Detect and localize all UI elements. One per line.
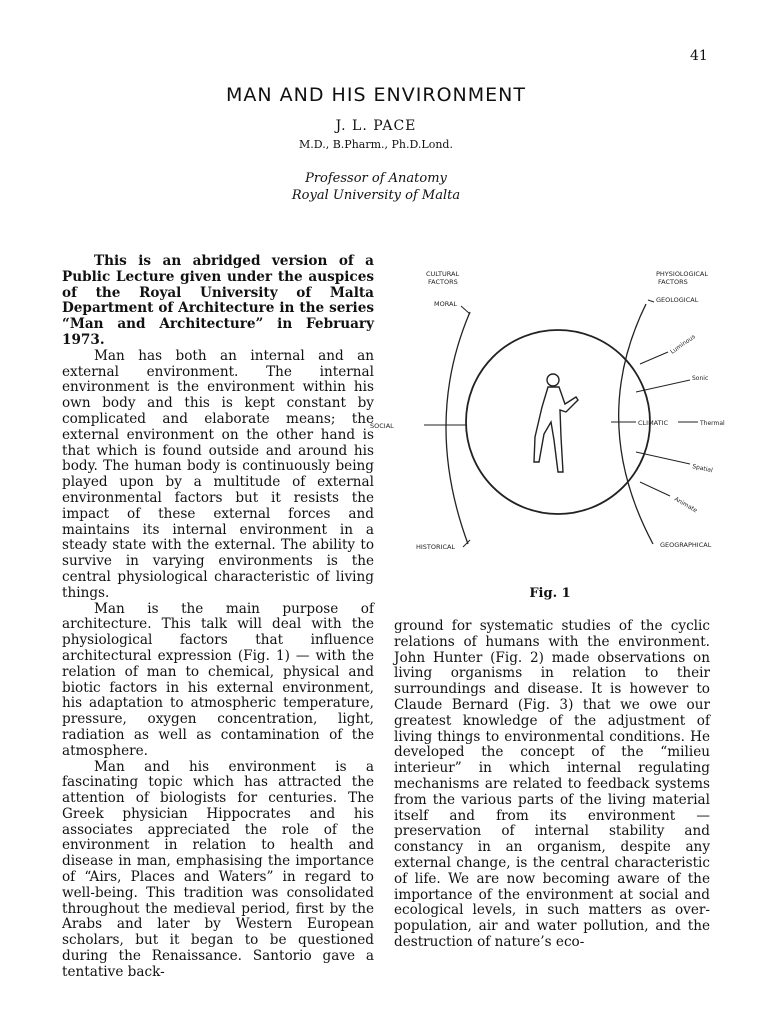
body-paragraph: Man has both an internal and an external environment. The internal environment is the environment within his own body and this is kept constant by complicated and elaborate means; the external environment on the other hand is that which is found outside and around his body. The human body is continuously being played upon by a multitude of external environmental factors but it resists the impact of these external forces and maintains its internal environment in a steady state with the external. The ability to survive in varying environments is the central physiological characteristic of living things.	[62, 347, 374, 601]
label-factors-right: FACTORS	[658, 278, 688, 286]
figure-caption: Fig. 1	[529, 586, 571, 601]
body-paragraph: Man and his environment is a fascinating topic which has attracted the attention of biologists for centuries. The Greek physician Hippocrates and his associates appreciated the role of the environment in relation to health and disease in man, emphasising the importance of “Airs, Places and Waters” in regard to well-being. This tradition was consolidated throughout the medieval period, first by the Arabs and later by Western European scholars, but it began to be questioned during the Renaissance. Santorio gave a tentative back-	[62, 758, 374, 980]
spatial-line	[636, 452, 690, 464]
geological-line	[648, 300, 654, 302]
label-historical: HISTORICAL	[416, 543, 456, 551]
label-thermal: Thermal	[700, 420, 725, 427]
affiliation-line-2: Royal University of Malta	[291, 188, 461, 203]
label-climatic: CLIMATIC	[638, 419, 669, 427]
affiliation-line-1: Professor of Anatomy	[305, 171, 447, 186]
left-column	[62, 254, 374, 981]
label-factors-left: FACTORS	[428, 278, 458, 286]
label-geographical: GEOGRAPHICAL	[660, 541, 712, 549]
luminous-line	[640, 352, 668, 364]
intro-paragraph: This is an abridged version of a Public Lecture given under the auspices of the Royal University of Malta Department of Architecture in the series “Man and Architecture” in February 1973.	[62, 253, 374, 348]
label-sonic: Sonic	[692, 375, 709, 382]
label-luminous: Luminous	[669, 333, 697, 356]
author-affiliation	[0, 170, 752, 204]
author-degrees: M.D., B.Pharm., Ph.D.Lond.	[299, 138, 453, 151]
article-title: MAN AND HIS ENVIRONMENT	[226, 84, 526, 106]
body-paragraph: Man is the main purpose of architecture. This talk will deal with the physiological factors that influence architectural expression (Fig. 1) — with the relation of man to chemical, physical and biotic factors in his external environment, his adaptation to atmospheric temperature, pressure, oxygen concentration, light, radiation as well as contamination of the atmosphere.	[62, 600, 374, 759]
body-paragraph: ground for systematic studies of the cyclic relations of humans with the environment. John Hunter (Fig. 2) made observations on living organisms in relation to their surroundings and disease. It is however to Claude Bernard (Fig. 3) that we owe our greatest knowledge of the adjustment of living things to environmental conditions. He developed the concept of the “milieu interieur” in which internal regulating mechanisms are related to feedback systems from the various parts of the living material itself and from its environment — preservation of internal stability and constancy in an organism, despite any external change, is the central characteristic of life. We are now becoming aware of the importance of the environment at social and ecological levels, in such matters as over-population, air and water pollution, and the destruction of nature’s eco-	[394, 618, 710, 950]
label-social: SOCIAL	[370, 422, 394, 430]
animate-line	[640, 482, 670, 496]
moral-line	[461, 306, 470, 314]
label-physiological: PHYSIOLOGICAL	[656, 270, 709, 278]
author-name: J. L. PACE	[335, 118, 417, 134]
label-moral: MORAL	[434, 300, 458, 308]
figure-1-diagram	[368, 262, 738, 562]
label-animate: Animate	[673, 495, 699, 515]
label-spatial: Spatial	[691, 463, 714, 475]
page-number: 41	[690, 48, 708, 64]
right-column	[394, 619, 710, 951]
sonic-line	[636, 380, 690, 392]
label-cultural: CULTURAL	[426, 270, 460, 278]
human-figure-icon	[534, 374, 578, 472]
label-geological: GEOLOGICAL	[656, 296, 699, 304]
